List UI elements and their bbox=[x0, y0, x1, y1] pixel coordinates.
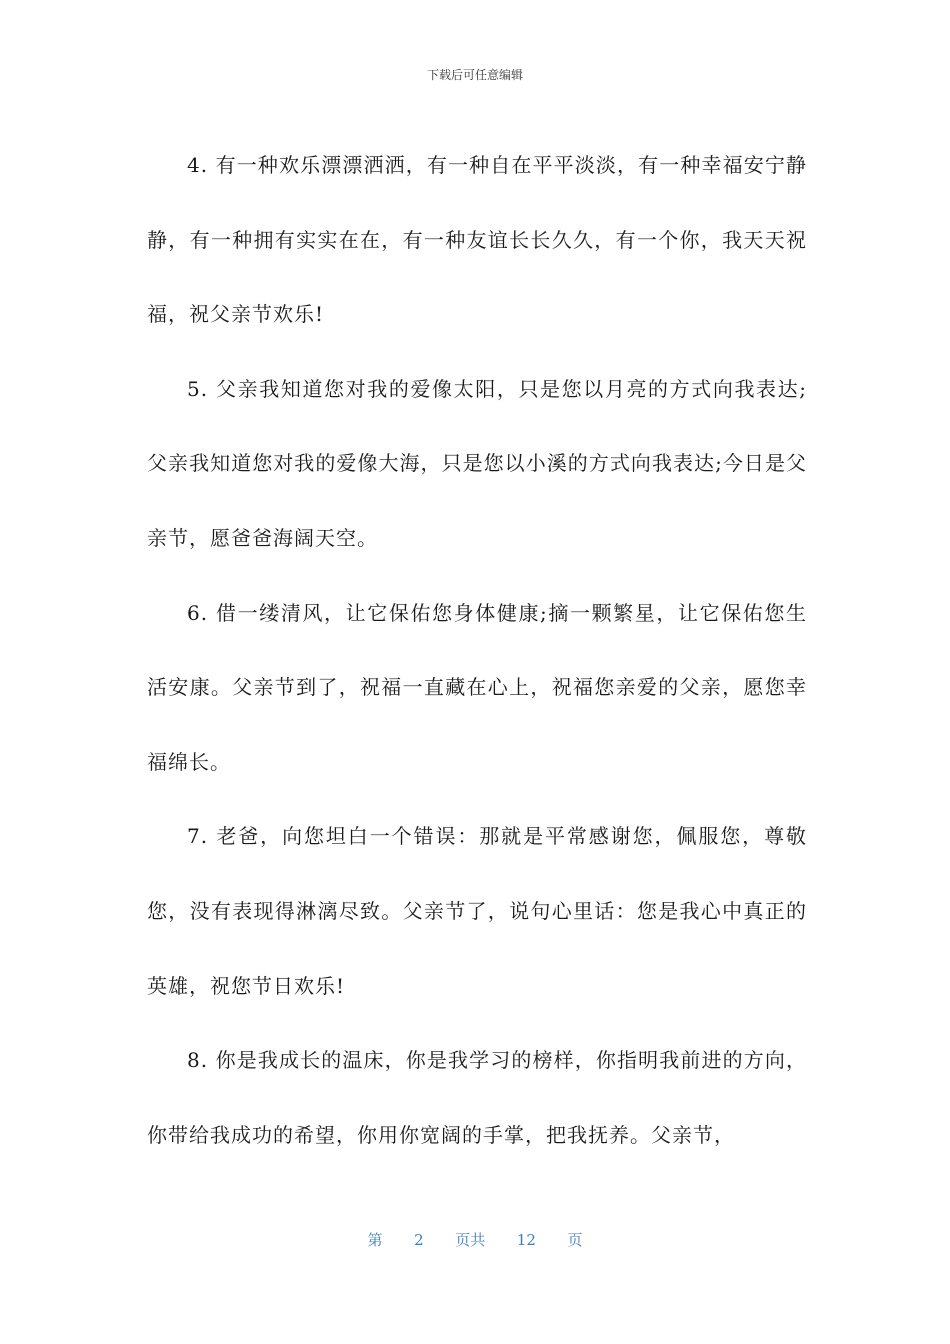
paragraph-4: 4. 有一种欢乐漂漂洒洒，有一种自在平平淡淡，有一种幸福安宁静静，有一种拥有实实在在，有一种友谊长长久久，有一个你，我天天祝福，祝父亲节欢乐! bbox=[147, 153, 807, 327]
page-header bbox=[0, 66, 950, 83]
paragraph-8: 8. 你是我成长的温床，你是我学习的榜样，你指明我前进的方向，你带给我成功的希望，你用你宽阔的手掌，把我抚养。父亲节， bbox=[147, 1048, 807, 1147]
page-footer bbox=[0, 1229, 950, 1250]
footer-middle: 页共 bbox=[455, 1231, 486, 1249]
header-note: 下载后可任意编辑 bbox=[426, 68, 523, 82]
paragraph-6: 6. 借一缕清风，让它保佑您身体健康;摘一颗繁星，让它保佑您生活安康。父亲节到了，祝福一直藏在心上，祝福您亲爱的父亲，愿您幸福绵长。 bbox=[147, 600, 807, 774]
footer-total-pages: 12 bbox=[516, 1231, 536, 1249]
document-body bbox=[147, 128, 807, 1172]
paragraph-7: 7. 老爸，向您坦白一个错误：那就是平常感谢您，佩服您，尊敬您，没有表现得淋漓尽致。父亲节了，说句心里话：您是我心中真正的英雄，祝您节日欢乐! bbox=[147, 824, 807, 998]
paragraph-5: 5. 父亲我知道您对我的爱像太阳，只是您以月亮的方式向我表达;父亲我知道您对我的爱像大海，只是您以小溪的方式向我表达;今日是父亲节，愿爸爸海阔天空。 bbox=[147, 376, 807, 550]
footer-prefix: 第 bbox=[367, 1231, 383, 1249]
footer-page-number: 2 bbox=[414, 1231, 424, 1249]
footer-suffix: 页 bbox=[567, 1231, 583, 1249]
